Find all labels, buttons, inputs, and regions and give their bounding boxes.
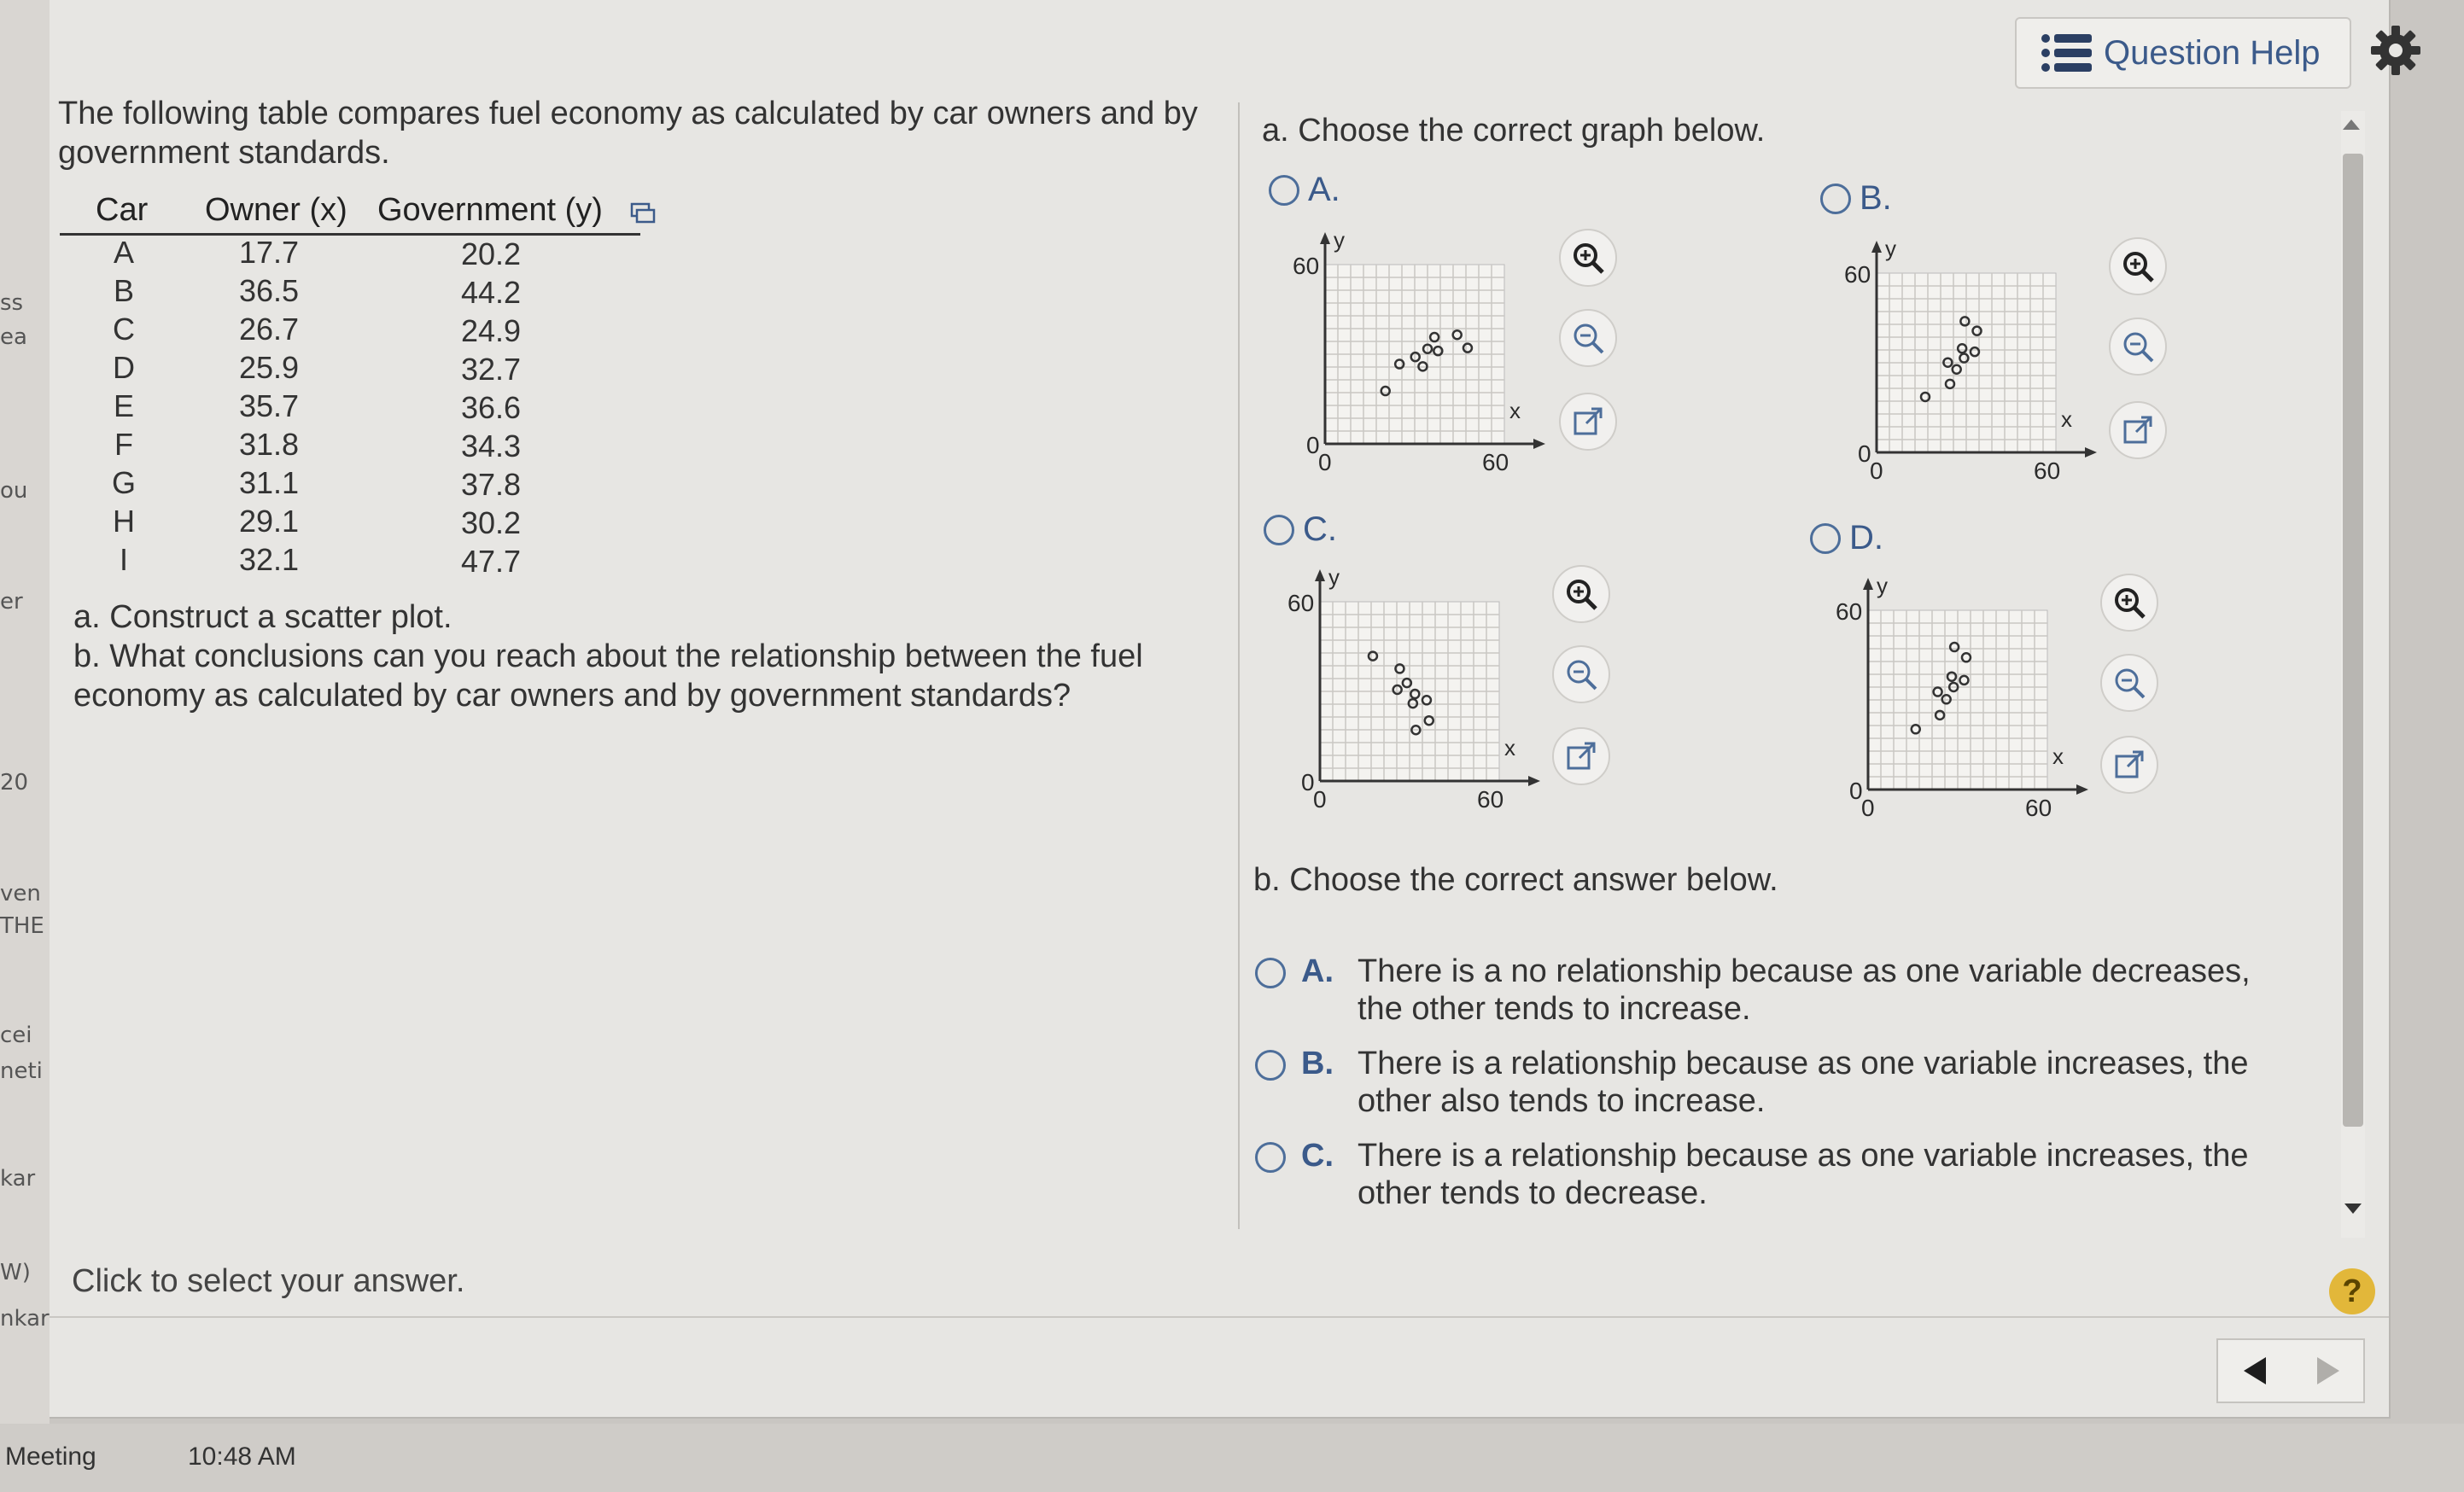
answer-option-c[interactable]	[1255, 1137, 2297, 1212]
gear-icon[interactable]	[2369, 24, 2422, 77]
tick-x-max: 60	[1477, 786, 1504, 813]
cell-car: D	[113, 350, 135, 385]
axis-label-x: x	[1504, 735, 1515, 761]
axis-label-y: y	[1877, 573, 1888, 598]
option-text: There is a relationship because as one variable increases, the other also tends to increase.	[1358, 1046, 2249, 1119]
axis-label-y: y	[1328, 564, 1340, 590]
cell-owner: 25.9	[238, 350, 300, 385]
cell-car: C	[113, 312, 135, 347]
problem-intro: The following table compares fuel economy as calculated by car owners and by government standards.	[58, 96, 1198, 171]
strip-text: W)	[0, 1260, 31, 1285]
cell-owner: 32.1	[238, 542, 300, 577]
tick-y-max: 60	[1844, 261, 1871, 288]
external-link-icon	[2121, 413, 2155, 447]
cell-government: 30.2	[460, 505, 522, 540]
tick-x-max: 60	[1482, 449, 1509, 475]
strip-text: nkar	[0, 1306, 50, 1332]
tick-x-zero: 0	[1861, 795, 1875, 821]
zoom-out-button[interactable]	[1559, 309, 1617, 367]
footer-divider	[50, 1316, 2389, 1318]
open-new-window-button[interactable]	[1552, 727, 1610, 785]
external-link-icon	[2112, 748, 2146, 782]
cell-government: 37.8	[460, 467, 522, 502]
cell-owner: 17.7	[238, 235, 300, 270]
pane-divider	[1238, 102, 1240, 1229]
zoom-in-icon	[1564, 577, 1598, 611]
zoom-in-button[interactable]	[1559, 229, 1617, 287]
footer-instruction: Click to select your answer.	[72, 1263, 465, 1299]
background-window-strip	[0, 0, 50, 1492]
table-header-owner: Owner (x)	[205, 192, 347, 228]
option-letter: A.	[1301, 953, 1334, 989]
scroll-down-arrow-icon[interactable]	[2344, 1204, 2362, 1214]
table-header-government: Government (y)	[377, 192, 603, 228]
strip-text: ven	[0, 881, 41, 906]
radio-button[interactable]	[1269, 175, 1299, 206]
graph-option-a[interactable]	[1269, 171, 1340, 209]
tick-x-zero: 0	[1313, 786, 1327, 813]
part-a-prompt: a. Choose the correct graph below.	[1262, 113, 1766, 149]
zoom-out-button[interactable]	[2109, 318, 2167, 376]
graph-b	[1841, 236, 2097, 499]
option-text: There is a no relationship because as one variable decreases, the other tends to increase.	[1358, 953, 2251, 1027]
tick-x-zero: 0	[1318, 449, 1332, 475]
zoom-out-icon	[2121, 329, 2155, 364]
cell-government: 47.7	[460, 544, 522, 579]
tick-y-max: 60	[1836, 598, 1863, 625]
zoom-in-button[interactable]	[2109, 237, 2167, 295]
scroll-up-arrow-icon[interactable]	[2343, 119, 2360, 130]
cell-car: E	[113, 388, 134, 423]
tick-y-zero: 0	[1849, 778, 1863, 804]
tick-x-max: 60	[2034, 458, 2061, 484]
axis-label-x: x	[1509, 398, 1521, 423]
zoom-out-icon	[1571, 321, 1605, 355]
zoom-in-icon	[1571, 241, 1605, 275]
zoom-in-button[interactable]	[2100, 574, 2158, 632]
next-arrow-icon[interactable]	[2312, 1355, 2343, 1386]
scatter-plot-c	[1284, 568, 1540, 824]
graph-c	[1284, 564, 1540, 828]
axis-label-x: x	[2061, 406, 2072, 432]
cell-owner: 36.5	[238, 273, 300, 308]
option-letter: A.	[1308, 171, 1340, 208]
external-link-icon	[1564, 739, 1598, 773]
radio-button[interactable]	[1810, 523, 1841, 554]
question-nav	[2216, 1338, 2365, 1403]
taskbar-time: 10:48 AM	[188, 1442, 296, 1471]
open-new-window-button[interactable]	[2109, 401, 2167, 459]
previous-arrow-icon[interactable]	[2240, 1355, 2271, 1386]
axis-label-x: x	[2052, 743, 2064, 769]
zoom-out-button[interactable]	[2100, 654, 2158, 712]
question-help-label: Question Help	[2104, 33, 2321, 72]
cell-government: 24.9	[460, 313, 522, 348]
cell-government: 20.2	[460, 236, 522, 271]
strip-text: neti	[0, 1058, 43, 1084]
cell-government: 34.3	[460, 428, 522, 463]
option-letter: C.	[1303, 510, 1337, 548]
axis-label-y: y	[1885, 236, 1896, 261]
cell-car: B	[113, 273, 134, 308]
option-letter: B.	[1301, 1046, 1334, 1081]
graph-d	[1832, 573, 2088, 836]
strip-text: 20	[0, 770, 29, 796]
graph-a	[1289, 227, 1545, 491]
taskbar-app[interactable]: Meeting	[5, 1442, 96, 1471]
zoom-in-icon	[2121, 249, 2155, 283]
option-text: There is a relationship because as one variable increases, the other tends to decrease.	[1358, 1138, 2249, 1211]
question-a: a. Construct a scatter plot.	[73, 599, 453, 635]
cell-owner: 35.7	[238, 388, 300, 423]
help-icon[interactable]: ?	[2329, 1268, 2375, 1314]
cell-government: 36.6	[460, 390, 522, 425]
open-new-window-button[interactable]	[2100, 736, 2158, 794]
zoom-in-button[interactable]	[1552, 565, 1610, 623]
scatter-plot-b	[1841, 239, 2097, 495]
cell-car: G	[111, 465, 136, 500]
cell-owner: 31.8	[238, 427, 300, 462]
radio-button[interactable]	[1255, 958, 1286, 988]
question-b: b. What conclusions can you reach about the relationship between the fuel economy as calculated by car owners and by government standards?	[73, 638, 1143, 714]
option-letter: C.	[1301, 1138, 1334, 1174]
scrollbar-thumb[interactable]	[2343, 154, 2363, 1127]
tick-x-zero: 0	[1870, 458, 1883, 484]
question-help-button[interactable]	[2015, 17, 2351, 89]
graph-option-d[interactable]	[1810, 519, 1883, 557]
tick-y-zero: 0	[1301, 769, 1315, 796]
cell-car: A	[113, 235, 134, 270]
tick-y-max: 60	[1293, 253, 1320, 279]
taskbar	[0, 1424, 2464, 1492]
cell-government: 44.2	[460, 275, 522, 310]
cell-owner: 26.7	[238, 312, 300, 347]
axis-label-y: y	[1334, 227, 1345, 253]
scatter-plot-d	[1832, 576, 2088, 832]
zoom-in-icon	[2112, 586, 2146, 620]
radio-button[interactable]	[1264, 515, 1294, 545]
strip-text: cei	[0, 1023, 32, 1048]
strip-text: ou	[0, 478, 28, 504]
strip-text: ss	[0, 290, 24, 316]
cell-government: 32.7	[460, 352, 522, 387]
tick-y-zero: 0	[1306, 432, 1320, 458]
graph-option-c[interactable]	[1264, 510, 1337, 549]
cell-owner: 29.1	[238, 504, 300, 539]
cell-owner: 31.1	[238, 465, 300, 500]
open-new-window-button[interactable]	[1559, 393, 1617, 451]
option-letter: D.	[1849, 519, 1883, 557]
scatter-plot-a	[1289, 230, 1545, 487]
radio-button[interactable]	[1255, 1050, 1286, 1081]
tick-y-zero: 0	[1858, 440, 1871, 467]
table-header-rule	[60, 233, 640, 236]
cell-car: I	[119, 542, 128, 577]
answer-option-a[interactable]	[1255, 953, 2297, 1028]
list-icon	[2041, 33, 2093, 73]
strip-text: kar	[0, 1166, 36, 1192]
part-b-prompt: b. Choose the correct answer below.	[1253, 862, 1778, 898]
external-link-icon	[1571, 405, 1605, 439]
zoom-out-icon	[1564, 657, 1598, 691]
cell-car: H	[113, 504, 135, 539]
strip-text: THE	[0, 913, 44, 939]
graph-option-b[interactable]	[1820, 179, 1892, 218]
radio-button[interactable]	[1820, 184, 1851, 214]
tick-y-max: 60	[1287, 590, 1315, 616]
strip-text: ea	[0, 324, 27, 350]
radio-button[interactable]	[1255, 1142, 1286, 1173]
cell-car: F	[114, 427, 133, 462]
problem-questions	[73, 597, 1183, 715]
zoom-out-icon	[2112, 666, 2146, 700]
copy-table-icon[interactable]	[630, 202, 656, 224]
zoom-out-button[interactable]	[1552, 645, 1610, 703]
option-letter: B.	[1860, 179, 1892, 217]
table-header-car: Car	[96, 192, 149, 228]
tick-x-max: 60	[2025, 795, 2052, 821]
strip-text: er	[0, 589, 23, 615]
answer-option-b[interactable]	[1255, 1045, 2297, 1120]
